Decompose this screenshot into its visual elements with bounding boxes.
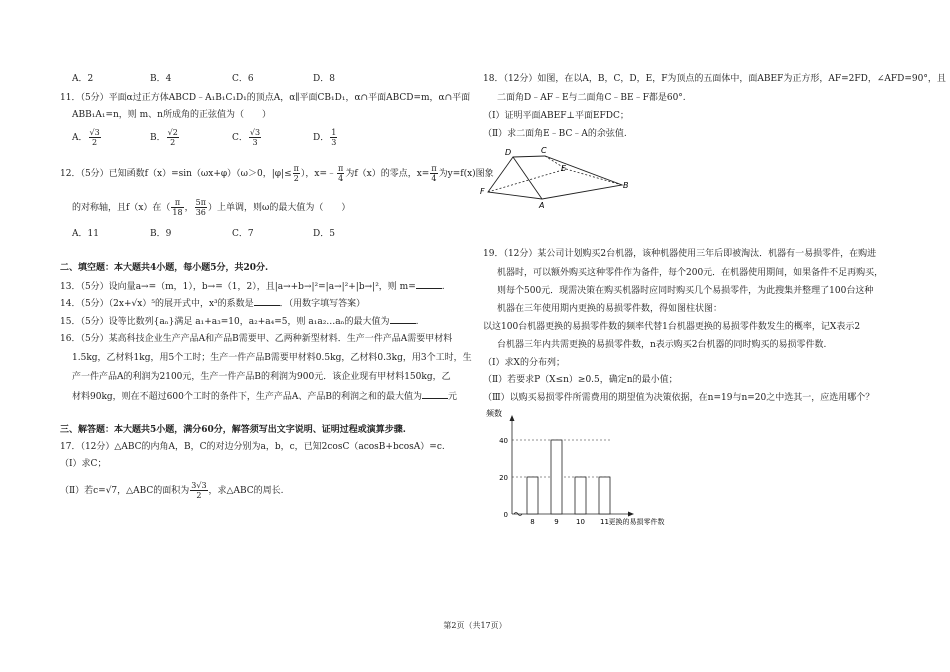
q16-line2: 1.5kg，乙材料1kg，用5个工时；生产一件产品B需要甲材料0.5kg，乙材料0.3kg，用3个工时，生 (72, 353, 472, 363)
x-tick-label-8: 8 (530, 518, 535, 526)
x-tick-label-9: 9 (554, 518, 559, 526)
q17-line2: （Ⅰ）求C； (60, 459, 107, 469)
q19-line5: 以这100台机器更换的易损零件数的频率代替1台机器更换的易损零件数发生的概率，记X表示2 (483, 322, 861, 332)
q14: 14．（5分）（2x+√x）⁵的展开式中，x³的系数是 ．（用数字填写答案） (60, 296, 365, 310)
q10-option-b: B．4 (150, 74, 172, 84)
q17-line3: （Ⅱ）若c=√7，△ABC的面积为 $\frac{3√3}{2}$ ，求△ABC的周长. (60, 481, 284, 500)
label-D: D (505, 148, 512, 157)
x-tick-label-10: 10 (576, 518, 585, 526)
q12-option-a: A．11 (72, 229, 99, 239)
label-A: A (539, 201, 545, 210)
q12-option-c: C．7 (232, 229, 254, 239)
page-footer: 第2页（共17页） (443, 621, 507, 630)
edge-DA (513, 157, 542, 199)
q17-line1: 17．（12分）△ABC的内角A，B，C的对边分别为a，b，c，已知2cosC（acosB+bcosA）=c. (60, 442, 445, 452)
q11-option-a: A． $\frac{√3}{2}$ (72, 128, 100, 147)
y-tick-label-0: 0 (503, 511, 508, 519)
q18-line3: （Ⅰ）证明平面ABEF⊥平面EFDC； (483, 111, 629, 121)
bar-8 (527, 477, 538, 514)
edge-FE-hidden (488, 169, 566, 192)
q13-answer-blank (416, 279, 442, 289)
q18-line1: 18．（12分）如图，在以A，B，C，D，E，F为顶点的五面体中，面ABEF为正方形，AF=2FD，∠AFD=90°，且 (483, 74, 946, 84)
q12-option-b: B．9 (150, 229, 172, 239)
q16-line3: 产一件产品A的利润为2100元，生产一件产品B的利润为900元．该企业现有甲材料150kg，乙 (72, 372, 451, 382)
q11-line1: 11．（5分）平面α过正方体ABCD﹣A₁B₁C₁D₁的顶点A，α∥平面CB₁D₁，α∩平面ABCD=m，α∩平面 (60, 93, 471, 103)
q12-option-d: D．5 (313, 229, 335, 239)
q19-line3: 则每个500元．现需决策在购买机器时应同时购买几个易损零件，为此搜集并整理了100台这种 (497, 286, 874, 296)
q18-line2: 二面角D﹣AF﹣E与二面角C﹣BE﹣F都是60°. (497, 93, 686, 103)
q12-line1: 12．（5分）已知函数f（x）=sin（ωx+φ）（ω＞0，|φ|≤ $\frac{\pi}{2}$ ），x=﹣ $\frac{\pi}{4}$ 为f（x）的零点，x= $\frac{\pi}{4}$ 为y=f(x)图象 (60, 164, 494, 183)
q10-option-a: A．2 (72, 74, 94, 84)
q10-options (72, 73, 335, 85)
q19-line8: （Ⅱ）若要求P（X≤n）≥0.5，确定n的最小值； (483, 375, 678, 385)
q18-line4: （Ⅱ）求二面角E﹣BC﹣A的余弦值. (483, 129, 627, 139)
q11-option-c: C． $\frac{√3}{3}$ (232, 128, 261, 147)
q19-line1: 19．（12分）某公司计划购买2台机器，该种机器使用三年后即被淘汰．机器有一易损零件，在购进 (483, 249, 877, 259)
edge-EB-hidden (566, 169, 622, 185)
q19-line9: （Ⅲ）以购买易损零件所需费用的期望值为决策依据，在n=19与n=20之中选其一，应选用哪个？ (483, 393, 875, 403)
bar-chart (480, 406, 700, 532)
q19-line7: （Ⅰ）求X的分布列； (483, 358, 565, 368)
q16-answer-blank (422, 389, 448, 399)
q14-answer-blank (254, 296, 280, 306)
polyhedron-figure (475, 144, 635, 210)
q11-option-b: B． $\frac{√2}{2}$ (150, 128, 178, 147)
q11-option-d: D． $\frac{1}{3}$ (313, 128, 337, 147)
bar-10 (575, 477, 586, 514)
y-tick-label-20: 20 (499, 474, 508, 482)
x-tick-label-11: 11 (600, 518, 609, 526)
q13: 13．（5分）设向量a→=（m，1），b→=（1，2），且|a→+b→|²=|a→|²+|b→|²，则 m= . (60, 279, 445, 293)
q19-line2: 机器时，可以额外购买这种零件作为备件，每个200元．在机器使用期间，如果备件不足再购买， (497, 268, 884, 278)
polyhedron-outline (488, 156, 622, 199)
q15: 15．（5分）设等比数列{aₙ}满足 a₁+a₃=10，a₂+a₄=5，则 a₁a₂…aₙ的最大值为 . (60, 314, 418, 328)
q19-line6: 台机器三年内共需更换的易损零件数，n表示购买2台机器的同时购买的易损零件数. (497, 340, 827, 350)
y-axis-arrow (510, 415, 515, 421)
q16-line4: 材料90kg，则在不超过600个工时的条件下，生产产品A、产品B的利润之和的最大值为 元 (72, 389, 457, 403)
q11-line2: ABB₁A₁=n，则 m、n所成角的正弦值为（ ） (72, 110, 271, 120)
bar-9 (551, 440, 562, 514)
y-tick-label-40: 40 (499, 437, 508, 445)
q19-line4: 机器在三年使用期内更换的易损零件数，得如图柱状图： (497, 304, 723, 314)
x-axis-arrow (628, 512, 634, 517)
q12-options (72, 228, 335, 240)
section2-heading: 二、填空题：本大题共4小题，每小题5分，共20分. (60, 263, 269, 273)
q15-answer-blank (390, 314, 416, 324)
q16-line1: 16．（5分）某高科技企业生产产品A和产品B需要甲、乙两种新型材料．生产一件产品A需要甲材料 (60, 334, 453, 344)
q10-option-c: C．6 (232, 74, 254, 84)
label-C: C (541, 146, 547, 155)
q10-option-d: D．8 (313, 74, 335, 84)
label-E: E (561, 164, 567, 173)
label-F: F (480, 187, 485, 196)
q12-line2: 的对称轴，且f（x）在（ $\frac{\pi}{18}$ ， $\frac{5\pi}{36}$ ）上单调，则ω的最大值为（ ） (72, 198, 351, 217)
label-B: B (623, 181, 629, 190)
y-axis-label: 频数 (486, 409, 502, 418)
section3-heading: 三、解答题：本大题共5小题，满分60分，解答须写出文字说明、证明过程或演算步骤. (60, 425, 406, 435)
x-axis-label: 更换的易损零件数 (608, 518, 665, 526)
bar-11 (599, 477, 610, 514)
